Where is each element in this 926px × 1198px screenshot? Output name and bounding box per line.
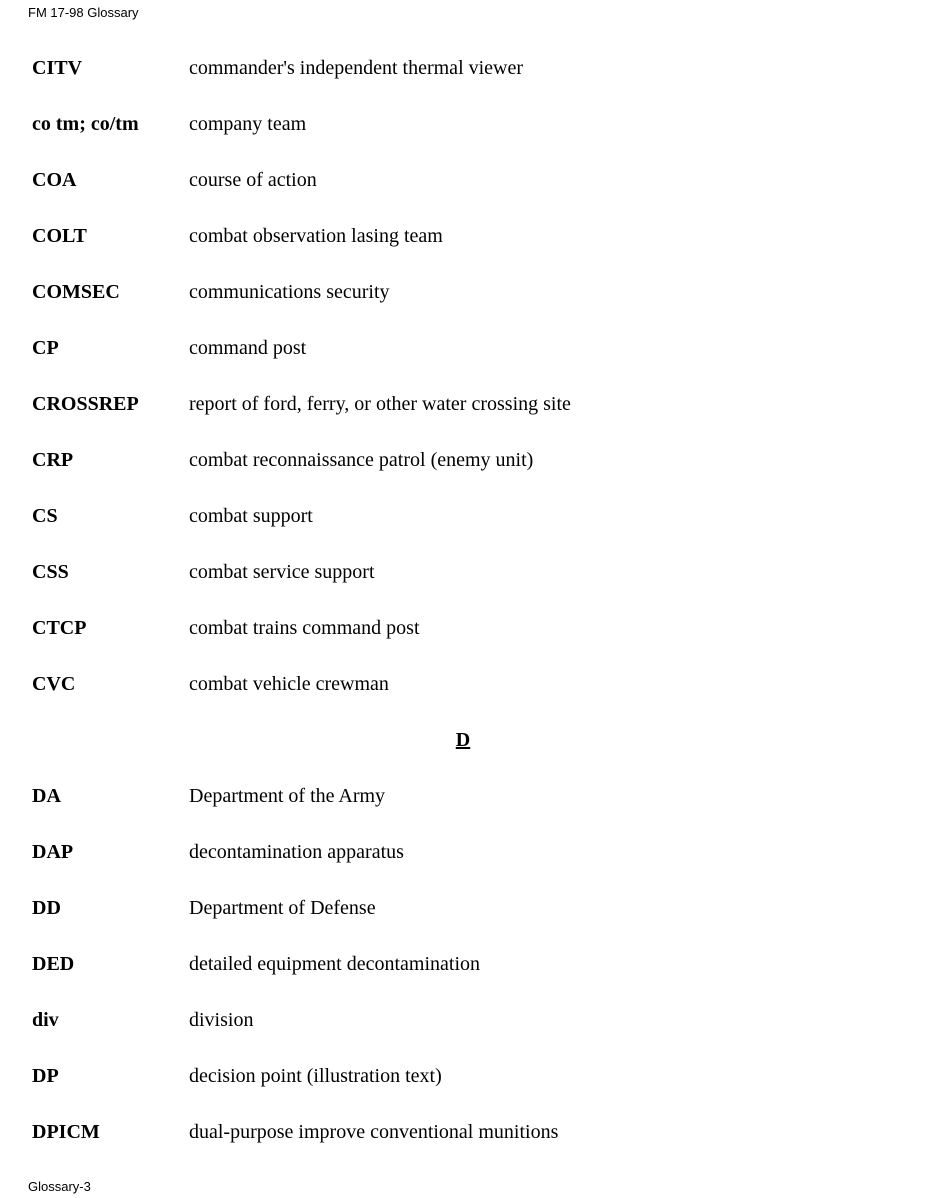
- glossary-abbreviation: DPICM: [32, 1121, 100, 1143]
- glossary-abbreviation: DAP: [32, 841, 74, 863]
- glossary-abbreviation: CRP: [32, 449, 74, 471]
- glossary-definition: report of ford, ferry, or other water crossing site: [189, 393, 571, 415]
- glossary-abbreviation: DED: [32, 953, 75, 975]
- glossary-definition: decision point (illustration text): [189, 1065, 442, 1087]
- glossary-entry: [0, 1008, 926, 1032]
- glossary-definition: decontamination apparatus: [189, 841, 404, 863]
- glossary-definition: combat trains command post: [189, 617, 420, 639]
- glossary-entry: [0, 448, 926, 472]
- glossary-definition: commander's independent thermal viewer: [189, 57, 524, 79]
- glossary-definition: division: [189, 1009, 254, 1031]
- glossary-entry: [0, 616, 926, 640]
- glossary-abbreviation: COMSEC: [32, 281, 120, 303]
- glossary-definition: company team: [189, 113, 307, 135]
- glossary-entry: [0, 840, 926, 864]
- glossary-definition: combat vehicle crewman: [189, 673, 389, 695]
- glossary-abbreviation: CTCP: [32, 617, 87, 639]
- glossary-definition: dual-purpose improve conventional munitions: [189, 1121, 559, 1143]
- glossary-definition: Department of the Army: [189, 785, 386, 807]
- glossary-abbreviation: CVC: [32, 673, 76, 695]
- glossary-definition: course of action: [189, 169, 317, 191]
- glossary-definition: Department of Defense: [189, 897, 376, 919]
- glossary-entry: [0, 560, 926, 584]
- glossary-entry: [0, 392, 926, 416]
- glossary-abbreviation: DP: [32, 1065, 59, 1087]
- glossary-definition: communications security: [189, 281, 390, 303]
- glossary-entry: [0, 1064, 926, 1088]
- glossary-abbreviation: CITV: [32, 57, 83, 79]
- glossary-abbreviation: CS: [32, 505, 58, 527]
- glossary-entry: [0, 952, 926, 976]
- glossary-abbreviation: COLT: [32, 225, 87, 247]
- glossary-entry: [0, 224, 926, 248]
- glossary-definition: detailed equipment decontamination: [189, 953, 481, 975]
- glossary-entry: [0, 112, 926, 136]
- glossary-definition: command post: [189, 337, 307, 359]
- glossary-abbreviation: DD: [32, 897, 61, 919]
- glossary-definition: combat observation lasing team: [189, 225, 443, 247]
- page-header-title: FM 17-98 Glossary: [28, 5, 139, 20]
- glossary-entry: [0, 504, 926, 528]
- glossary-abbreviation: DA: [32, 785, 61, 807]
- glossary-abbreviation: CSS: [32, 561, 69, 583]
- glossary-entry: [0, 896, 926, 920]
- page-footer-number: Glossary-3: [28, 1179, 91, 1194]
- glossary-definition: combat reconnaissance patrol (enemy unit): [189, 449, 534, 471]
- glossary-entry: [0, 56, 926, 80]
- glossary-abbreviation: CROSSREP: [32, 393, 139, 415]
- glossary-entry: [0, 168, 926, 192]
- glossary-abbreviation: co tm; co/tm: [32, 113, 139, 135]
- glossary-entry: [0, 1120, 926, 1144]
- section-heading-d: D: [455, 729, 471, 751]
- glossary-abbreviation: COA: [32, 169, 77, 191]
- glossary-definition: combat support: [189, 505, 313, 527]
- glossary-entry: [0, 784, 926, 808]
- glossary-entry: [0, 280, 926, 304]
- glossary-abbreviation: div: [32, 1009, 59, 1031]
- glossary-entry: [0, 336, 926, 360]
- glossary-entry: [0, 672, 926, 696]
- glossary-definition: combat service support: [189, 561, 375, 583]
- glossary-abbreviation: CP: [32, 337, 59, 359]
